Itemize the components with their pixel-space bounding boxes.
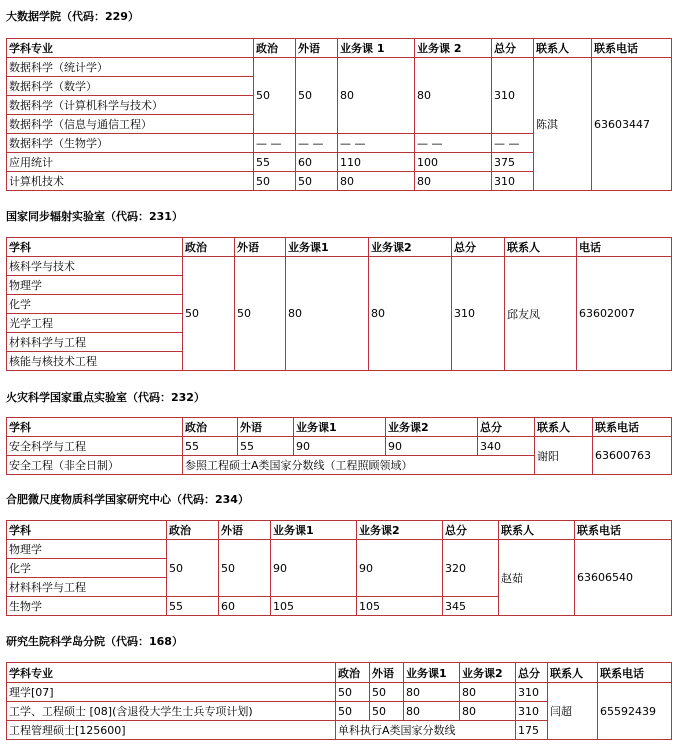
score-course1: 80 [338,58,415,134]
header-total: 总分 [478,418,535,437]
header-politics: 政治 [167,521,219,540]
header-contact: 联系人 [535,418,593,437]
score-language: 50 [370,702,404,721]
score-politics: 55 [254,153,296,172]
score-politics: 50 [254,172,296,191]
score-note: 单科执行A类国家分数线 [336,721,516,740]
header-language: 外语 [296,39,338,58]
header-language: 外语 [219,521,271,540]
score-course1: 80 [404,702,460,721]
contact-name: 赵茹 [499,540,575,616]
score-course1: — — [338,134,415,153]
section-title-232: 火灾科学国家重点实验室（代码：232） [6,391,205,404]
subject-cell: 数据科学（计算机科学与技术） [7,96,254,115]
score-language: 60 [219,597,271,616]
header-phone: 联系电话 [592,39,672,58]
contact-name: 闫超 [548,683,598,740]
score-course2: 80 [369,257,452,371]
score-politics: 50 [167,540,219,597]
subject-cell: 数据科学（信息与通信工程） [7,115,254,134]
header-subject: 学科 [7,418,183,437]
score-course2: 90 [386,437,478,456]
header-politics: 政治 [336,663,370,683]
header-course1: 业务课1 [271,521,357,540]
score-course2: 80 [415,58,492,134]
score-total: 175 [516,721,548,740]
score-course1: 80 [338,172,415,191]
score-politics: 55 [167,597,219,616]
score-total: 345 [443,597,499,616]
score-course1: 80 [286,257,369,371]
section-title-168: 研究生院科学岛分院（代码：168） [6,635,183,648]
score-course1: 105 [271,597,357,616]
subject-cell: 材料科学与工程 [7,333,183,352]
header-contact: 联系人 [534,39,592,58]
table-229 [6,38,672,191]
score-language: 50 [296,172,338,191]
subject-cell: 安全工程（非全日制） [7,456,183,475]
contact-phone: 65592439 [598,683,672,740]
header-contact: 联系人 [548,663,598,683]
score-course2: 90 [357,540,443,597]
score-course1: 80 [404,683,460,702]
score-course2: 80 [460,702,516,721]
score-total: 310 [492,58,534,134]
header-phone: 联系电话 [598,663,672,683]
header-subject: 学科专业 [7,39,254,58]
header-course2: 业务课2 [357,521,443,540]
contact-name: 邱友凤 [505,257,577,371]
table-168 [6,662,672,740]
subject-cell: 理学[07] [7,683,336,702]
header-course1: 业务课1 [286,238,369,257]
score-language: 55 [238,437,294,456]
score-total: 310 [516,702,548,721]
header-subject: 学科 [7,521,167,540]
header-language: 外语 [235,238,286,257]
subject-cell: 数据科学（统计学） [7,58,254,77]
header-subject: 学科 [7,238,183,257]
header-contact: 联系人 [505,238,577,257]
score-total: 310 [492,172,534,191]
header-course2: 业务课 2 [415,39,492,58]
subject-cell: 材料科学与工程 [7,578,167,597]
subject-cell: 物理学 [7,540,167,559]
subject-cell: 核能与核技术工程 [7,352,183,371]
header-phone: 联系电话 [575,521,672,540]
score-total: 310 [452,257,505,371]
subject-cell: 数据科学（生物学） [7,134,254,153]
score-language: 50 [219,540,271,597]
subject-cell: 数据科学（数学） [7,77,254,96]
table-234 [6,520,672,616]
contact-phone: 63602007 [577,257,672,371]
score-course2: 80 [415,172,492,191]
score-politics: 50 [183,257,235,371]
header-phone: 电话 [577,238,672,257]
header-total: 总分 [452,238,505,257]
header-course2: 业务课2 [386,418,478,437]
score-course1: 110 [338,153,415,172]
header-contact: 联系人 [499,521,575,540]
score-politics: 50 [336,683,370,702]
subject-cell: 化学 [7,295,183,314]
score-total: 340 [478,437,535,456]
score-language: 60 [296,153,338,172]
contact-phone: 63606540 [575,540,672,616]
subject-cell: 应用统计 [7,153,254,172]
score-course2: — — [415,134,492,153]
score-language: 50 [235,257,286,371]
header-politics: 政治 [254,39,296,58]
score-total: 320 [443,540,499,597]
header-subject: 学科专业 [7,663,336,683]
subject-cell: 工程管理硕士[125600] [7,721,336,740]
header-course2: 业务课2 [460,663,516,683]
score-politics: — — [254,134,296,153]
contact-name: 谢阳 [535,437,593,475]
header-total: 总分 [492,39,534,58]
contact-phone: 63603447 [592,58,672,191]
score-politics: 50 [336,702,370,721]
header-politics: 政治 [183,418,238,437]
subject-cell: 工学、工程硕士 [08](含退役大学生士兵专项计划) [7,702,336,721]
header-language: 外语 [238,418,294,437]
table-232 [6,417,672,475]
subject-cell: 安全科学与工程 [7,437,183,456]
contact-name: 陈淇 [534,58,592,191]
score-language: 50 [296,58,338,134]
header-course1: 业务课1 [404,663,460,683]
subject-cell: 化学 [7,559,167,578]
score-course2: 100 [415,153,492,172]
header-phone: 联系电话 [593,418,672,437]
subject-cell: 计算机技术 [7,172,254,191]
header-total: 总分 [443,521,499,540]
score-language: — — [296,134,338,153]
header-course2: 业务课2 [369,238,452,257]
score-course1: 90 [271,540,357,597]
header-language: 外语 [370,663,404,683]
score-course1: 90 [294,437,386,456]
subject-cell: 生物学 [7,597,167,616]
header-course1: 业务课 1 [338,39,415,58]
score-total: — — [492,134,534,153]
contact-phone: 63600763 [593,437,672,475]
score-course2: 105 [357,597,443,616]
section-title-229: 大数据学院（代码：229） [6,10,139,23]
score-politics: 50 [254,58,296,134]
score-note: 参照工程硕士A类国家分数线（工程照顾领域） [183,456,535,475]
table-231 [6,237,672,371]
score-total: 375 [492,153,534,172]
header-politics: 政治 [183,238,235,257]
subject-cell: 光学工程 [7,314,183,333]
section-title-231: 国家同步辐射实验室（代码：231） [6,210,183,223]
subject-cell: 核科学与技术 [7,257,183,276]
header-total: 总分 [516,663,548,683]
score-politics: 55 [183,437,238,456]
subject-cell: 物理学 [7,276,183,295]
header-course1: 业务课1 [294,418,386,437]
score-language: 50 [370,683,404,702]
score-course2: 80 [460,683,516,702]
score-total: 310 [516,683,548,702]
section-title-234: 合肥微尺度物质科学国家研究中心（代码：234） [6,493,249,506]
